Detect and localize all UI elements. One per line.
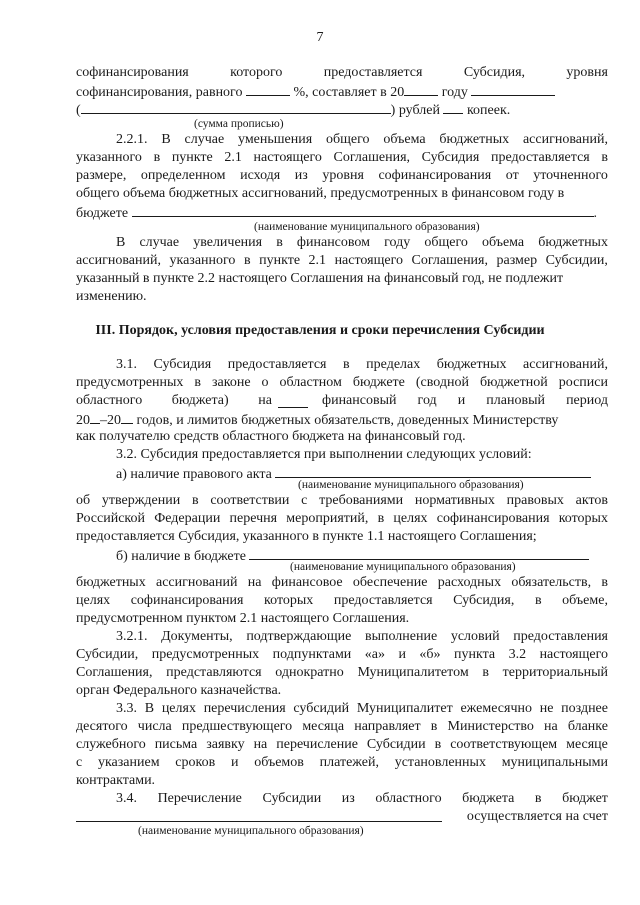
- word: территориальный: [502, 665, 608, 680]
- p1-line1: [76, 64, 608, 82]
- p32-line3: [76, 492, 608, 510]
- caption-municipality-2: (наименование муниципального образования): [298, 479, 524, 491]
- word: Федерации: [154, 511, 221, 526]
- word: бюджетной: [479, 375, 548, 390]
- word: на: [258, 393, 272, 408]
- word: с: [301, 493, 308, 508]
- word: в: [601, 575, 608, 590]
- word: мероприятий,: [286, 511, 369, 526]
- word: десятого: [76, 719, 128, 734]
- p33-line4: [76, 754, 608, 772]
- word: 2.2.1.: [116, 132, 148, 147]
- word: заявку: [206, 737, 245, 752]
- caption-sum-words: (сумма прописью): [194, 118, 284, 130]
- p1-line3: ( ) рублей копеек.: [76, 100, 608, 118]
- word: настоящего: [539, 647, 608, 662]
- word: обязательств,: [511, 575, 592, 590]
- word: предшествующего: [181, 719, 293, 734]
- word: условий: [450, 629, 500, 644]
- p32-item-b: б) наличие в бюджете: [116, 546, 640, 564]
- budget-blank: [249, 546, 589, 560]
- word: (сводной: [415, 375, 469, 390]
- word: Субсидия,: [463, 65, 526, 80]
- word: уточненного: [533, 168, 608, 183]
- word: сроков: [175, 755, 216, 770]
- p221-line2: [76, 149, 608, 167]
- page-number: 7: [316, 30, 324, 45]
- p31-line2: [76, 374, 608, 392]
- word: год: [417, 393, 437, 408]
- word: предоставляется: [333, 593, 433, 608]
- period-end-blank: [121, 410, 133, 424]
- word: бюджетных: [76, 575, 146, 590]
- word: Перечисление: [157, 791, 242, 806]
- word: Муниципалитетом: [357, 665, 469, 680]
- word: увеличения: [193, 235, 263, 250]
- word: объема: [481, 235, 525, 250]
- word: Документы,: [161, 629, 233, 644]
- word: однократно: [275, 665, 344, 680]
- word: ассигнований,: [523, 357, 608, 372]
- word: объема: [383, 132, 426, 147]
- kopeks-blank: [443, 100, 463, 114]
- word: в: [377, 511, 385, 526]
- p33-line5: контрактами.: [76, 773, 156, 788]
- word: из: [294, 168, 308, 183]
- p32-line7: [76, 574, 608, 592]
- word: выполнение: [364, 629, 438, 644]
- word: предусмотренных: [151, 647, 260, 662]
- p32-line1: 3.2. Субсидия предоставляется при выполнении следующих условий:: [116, 447, 532, 462]
- word: объемов: [254, 755, 304, 770]
- p321-line4: орган Федерального казначейства.: [76, 683, 282, 698]
- word: правовых: [506, 493, 564, 508]
- word: числа: [137, 719, 172, 734]
- word: муниципальными: [501, 755, 608, 770]
- word: определенном: [140, 168, 226, 183]
- word: позднее: [561, 701, 608, 716]
- word: финансовом: [296, 235, 371, 250]
- word: в: [191, 493, 199, 508]
- word: Министерство: [447, 719, 534, 734]
- word: в: [343, 357, 350, 372]
- word: предоставляется: [491, 150, 590, 165]
- word: областного: [375, 791, 442, 806]
- word: представляются: [166, 665, 262, 680]
- word: которых: [558, 511, 608, 526]
- period-start-blank: [90, 410, 100, 424]
- word: целях: [76, 593, 111, 608]
- word: бюджета: [462, 791, 515, 806]
- p1-line2: софинансирования, равного %, составляет в 20 году: [76, 82, 608, 100]
- word: предусмотренных: [76, 375, 184, 390]
- word: законе: [212, 375, 251, 390]
- word: софинансирования: [76, 65, 189, 80]
- word: 3.2.1.: [116, 629, 148, 644]
- p31-line5: как получателю средств областного бюджета на финансовый год.: [76, 429, 466, 444]
- word: росписи: [558, 375, 608, 390]
- word: письма: [154, 737, 198, 752]
- word: субсидий: [293, 701, 350, 716]
- word: пункте: [259, 253, 301, 268]
- word: с: [76, 755, 83, 770]
- word: Субсидии,: [545, 253, 608, 268]
- word: размер: [496, 253, 538, 268]
- word: В: [144, 701, 155, 716]
- word: предоставляется: [323, 65, 423, 80]
- caption-municipality-3: (наименование муниципального образования): [290, 561, 516, 573]
- word: бюджет: [562, 791, 608, 806]
- word: предоставления: [513, 629, 608, 644]
- word: на: [247, 575, 262, 590]
- word: пункте: [171, 150, 213, 165]
- word: Муниципалитет: [356, 701, 453, 716]
- word: утверждении: [101, 493, 181, 508]
- word: обеспечение: [352, 575, 428, 590]
- word: пункта: [454, 647, 496, 662]
- word: месяца: [302, 719, 345, 734]
- word: которых: [264, 593, 314, 608]
- p34-line1: [116, 790, 608, 808]
- word: случае: [139, 235, 180, 250]
- word: месяце: [566, 737, 608, 752]
- word: и: [457, 393, 466, 408]
- word: областного: [76, 393, 143, 408]
- word: общего: [424, 235, 468, 250]
- word: пределах: [366, 357, 421, 372]
- word: Субсидии: [262, 791, 322, 806]
- word: подпунктами: [272, 647, 352, 662]
- word: платежей,: [319, 755, 379, 770]
- word: 3.4.: [116, 791, 137, 806]
- p32-line4: [76, 510, 608, 528]
- word: в: [434, 737, 442, 752]
- word: 3.2: [508, 647, 527, 662]
- word: на: [543, 719, 558, 734]
- word: в: [153, 150, 161, 165]
- word: целях: [161, 701, 196, 716]
- p221-line4: общего объема бюджетных ассигнований, предусмотренных в финансовом году в: [76, 186, 565, 201]
- word: финансовое: [271, 575, 343, 590]
- amount-words-blank: [81, 100, 391, 114]
- word: направляет: [354, 719, 421, 734]
- word: общего: [326, 132, 370, 147]
- word: уровня: [566, 65, 608, 80]
- word: бюджетных: [436, 357, 507, 372]
- p221-line3: [76, 167, 608, 185]
- word: ассигнований,: [76, 253, 161, 268]
- word: подтверждающие: [246, 629, 352, 644]
- word: указанием: [97, 755, 160, 770]
- word: финансовый: [322, 393, 397, 408]
- word: размере,: [76, 168, 127, 183]
- word: в: [534, 593, 542, 608]
- word: и: [398, 647, 406, 662]
- word: В: [116, 235, 126, 250]
- word: ежемесячно: [460, 701, 532, 716]
- word: софинансирования: [436, 511, 550, 526]
- word: период: [566, 393, 608, 408]
- municipality-blank-1: [132, 203, 594, 217]
- word: софинансирования: [378, 168, 492, 183]
- p32-line9: предусмотренном пунктом 2.1 настоящего Соглашения.: [76, 611, 410, 626]
- word: требованиями: [319, 493, 404, 508]
- word: 3.1.: [116, 357, 137, 372]
- word: бюджетных: [538, 235, 608, 250]
- word: о: [261, 375, 269, 390]
- p33-line2: [76, 718, 608, 736]
- word: ассигнований: [156, 575, 238, 590]
- word: от: [505, 168, 519, 183]
- p31-line1: [116, 356, 608, 374]
- fiscal-year-blank: [278, 394, 308, 408]
- word: областном: [279, 375, 342, 390]
- word: указанного: [169, 253, 236, 268]
- word: указанного: [76, 150, 142, 165]
- legal-act-blank: [275, 464, 591, 478]
- p321-line3: [76, 664, 608, 682]
- p-increase-line3: указанный в пункте 2.2 настоящего Соглашения на финансовый год, не подлежит: [76, 271, 564, 286]
- p-increase-line4: изменению.: [76, 289, 147, 304]
- word: В: [161, 132, 171, 147]
- p-increase-line1: [116, 234, 608, 252]
- word: расходных: [437, 575, 502, 590]
- word: 3.3.: [116, 701, 137, 716]
- word: объеме,: [562, 593, 608, 608]
- word: из: [341, 791, 355, 806]
- word: «б»: [419, 647, 441, 662]
- municipality-blank-4: [76, 808, 442, 822]
- word: настоящего: [253, 150, 322, 165]
- word: предоставляется: [227, 357, 327, 372]
- word: служебного: [76, 737, 146, 752]
- word: в: [194, 375, 202, 390]
- word: Субсидия: [153, 357, 212, 372]
- word: соответствующем: [450, 737, 558, 752]
- word: об: [76, 493, 91, 508]
- word: нормативных: [414, 493, 495, 508]
- word: исходя: [240, 168, 281, 183]
- p221-line5: бюджете .: [76, 203, 608, 221]
- word: Субсидия,: [453, 593, 515, 608]
- p32-item-a: а) наличие правового акта: [116, 464, 640, 482]
- word: в: [601, 150, 608, 165]
- word: целях: [393, 511, 428, 526]
- year-blank: [404, 82, 438, 96]
- p321-line2: [76, 646, 608, 664]
- p33-line3: [76, 736, 608, 754]
- p33-line1: [116, 700, 608, 718]
- word: на: [253, 737, 268, 752]
- word: 2.1: [224, 150, 242, 165]
- section-heading: III. Порядок, условия предоставления и сроки перечисления Субсидии: [95, 323, 545, 338]
- word: Соглашения,: [76, 665, 153, 680]
- word: не: [539, 701, 554, 716]
- word: и: [230, 755, 239, 770]
- word: Субсидии: [366, 737, 426, 752]
- word: плановый: [486, 393, 545, 408]
- word: соответствии: [210, 493, 290, 508]
- p34-line2: осуществляется на счет: [76, 808, 608, 826]
- word: уменьшения: [238, 132, 313, 147]
- p221-line1: [116, 131, 608, 149]
- word: софинансирования: [130, 593, 244, 608]
- word: перечня: [229, 511, 278, 526]
- word: актов: [575, 493, 608, 508]
- word: в: [482, 665, 489, 680]
- word: бюджетных: [439, 132, 510, 147]
- word: «а»: [364, 647, 385, 662]
- word: уровня: [322, 168, 364, 183]
- word: Российской: [76, 511, 145, 526]
- p321-line1: [116, 628, 608, 646]
- word: в: [276, 235, 283, 250]
- word: бюджета): [171, 393, 229, 408]
- p32-line8: [76, 592, 608, 610]
- word: Субсидия: [421, 150, 480, 165]
- word: бланке: [567, 719, 608, 734]
- word: перечисления: [203, 701, 286, 716]
- word: Субсидии,: [76, 647, 139, 662]
- caption-municipality-4: (наименование муниципального образования): [138, 825, 364, 837]
- p32-line5: предоставляется Субсидия, указанного в пункте 1.1 настоящего Соглашения;: [76, 529, 537, 544]
- p31-line4: 20 –20 годов, и лимитов бюджетных обязательств, доведенных Министерству: [76, 410, 608, 428]
- word: настоящего: [334, 253, 403, 268]
- word: Соглашения,: [333, 150, 411, 165]
- word: в: [430, 719, 438, 734]
- caption-municipality-1: (наименование муниципального образования): [254, 221, 480, 233]
- word: перечисление: [276, 737, 358, 752]
- word: 2.1: [308, 253, 327, 268]
- word: ассигнований,: [522, 132, 608, 147]
- word: установленных: [394, 755, 486, 770]
- p-increase-line2: [76, 252, 608, 270]
- p31-line3: [76, 392, 608, 410]
- word: Соглашения,: [411, 253, 488, 268]
- word: бюджете: [352, 375, 405, 390]
- word: в: [534, 791, 542, 806]
- word: году: [384, 235, 411, 250]
- percent-blank: [246, 82, 290, 96]
- word: случае: [184, 132, 225, 147]
- word: которого: [230, 65, 283, 80]
- amount-blank: [471, 82, 555, 96]
- word: в: [243, 253, 251, 268]
